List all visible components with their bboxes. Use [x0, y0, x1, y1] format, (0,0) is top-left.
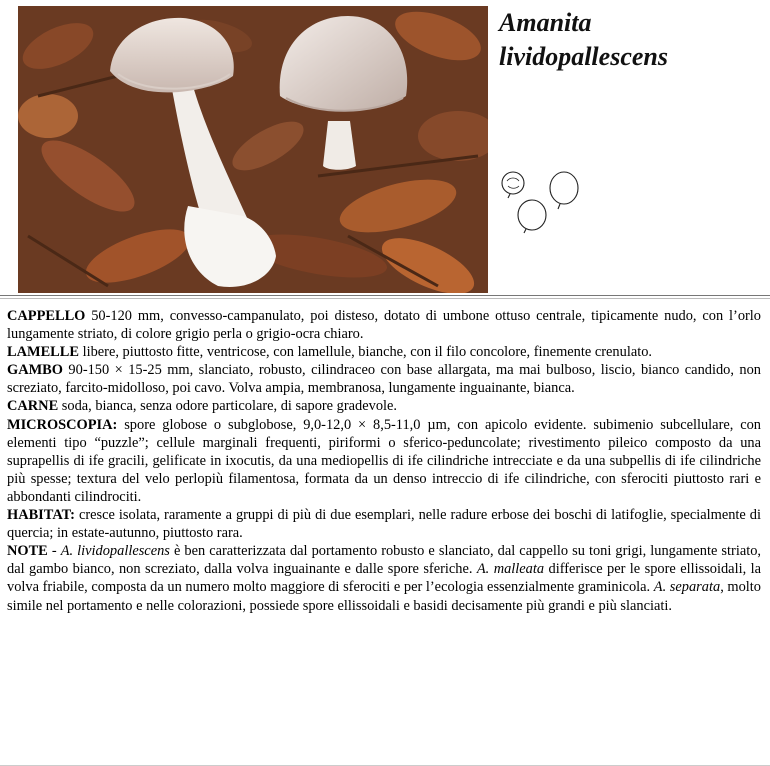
section-lamelle [7, 343, 761, 361]
spore-drawing [498, 168, 588, 238]
divider-line-secondary [0, 298, 770, 299]
section-text: spore globose o subglobose, 9,0-12,0 × 8,5-11,0 µm, con apicolo evidente. subimenio subcellulare, con elementi tipo “puzzle”; cellule marginali frequenti, piriformi o sferico-peduncolate; rivestimento pileico composto da una suprapellis di ife gracili, gelificate in ixocutis, da una mediopellis di ife cilindriche intrecciate e da una subpellis di ife cilindriche più spesse; textura del velo perlopiù filamentosa, formata da un denso intreccio di ife cilindriche, con sferociti piuttosto rari e abbondanti cilindrociti. [7, 416, 761, 505]
species-epithet: lividopallescens [499, 42, 668, 71]
section-heading: CAPPELLO [7, 308, 86, 324]
section-heading: CARNE [7, 398, 59, 415]
species-description [7, 307, 761, 615]
mushroom-photo [18, 6, 488, 293]
section-text: 50-120 mm, convesso-campanulato, poi disteso, dotato di umbone ottuso centrale, tipicamente nudo, con l’orlo lungamente striato, di colore grigio perla o grigio-ocra chiaro. [7, 308, 761, 343]
section-text: è ben caratterizzata dal portamento robusto e slanciato, dal cappello su toni grigi, lungamente striato, dal gambo bianco, non screziato, dalla volva inguainante e dalle spore sferiche. [7, 543, 762, 578]
divider-line [0, 295, 770, 296]
section-carne [7, 397, 761, 415]
section-text: , molto simile nel portamento e nelle colorazioni, possiede spore ellissoidali e basidi decisamente più grandi e più slanciati. [7, 579, 762, 614]
section-gambo [7, 361, 761, 397]
section-heading: NOTE [7, 543, 48, 560]
section-text: differisce per le spore ellissoidali, la volva friabile, composta da un numero molto maggiore di sferociti e per l’ecologia essenzialmente graminicola. [7, 561, 761, 596]
species-genus: Amanita [499, 8, 592, 37]
species-ref: A. lividopallescens [60, 543, 170, 560]
section-microscopia [7, 416, 761, 506]
section-text: libere, piuttosto fitte, ventricose, con lamellule, bianche, con il filo concolore, finemente crenulato. [78, 344, 652, 361]
section-text: 90-150 × 15-25 mm, slanciato, robusto, cilindraceo con base allargata, ma mai bulboso, liscio, bianco candido, non screziato, farcito-midolloso, poi cavo. Volva ampia, membranosa, lungamente inguainante, bianca. [7, 362, 761, 397]
species-ref: A. separata [653, 579, 721, 596]
section-habitat [7, 506, 761, 542]
section-note [7, 542, 761, 614]
section-cappello [7, 307, 761, 343]
section-heading: HABITAT: [7, 507, 75, 524]
section-text: soda, bianca, senza odore particolare, di sapore gradevole. [58, 398, 397, 415]
section-heading: GAMBO [7, 362, 63, 379]
section-text: cresce isolata, raramente a gruppi di più di due esemplari, nelle radure erbose dei boschi di latifoglie, specialmente di quercia; in estate-autunno, piuttosto rara. [7, 507, 761, 542]
section-heading: MICROSCOPIA: [7, 416, 118, 433]
section-dash: - [47, 543, 61, 560]
species-title [499, 6, 668, 74]
section-heading: LAMELLE [7, 344, 79, 361]
species-ref: A. malleata [476, 561, 545, 578]
